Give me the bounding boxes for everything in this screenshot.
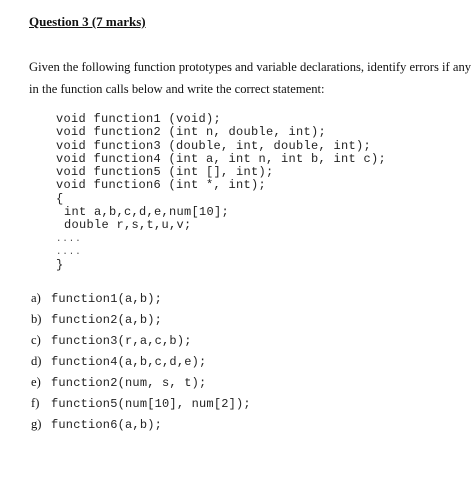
list-item — [31, 396, 251, 417]
list-item — [31, 333, 251, 354]
item-label: a) — [31, 291, 41, 305]
call-expression: function5(num[10], num[2]); — [51, 397, 251, 411]
call-expression: function6(a,b); — [51, 418, 163, 432]
item-label: b) — [31, 312, 42, 326]
question-instructions — [29, 56, 472, 100]
close-brace: } — [56, 258, 64, 273]
double-declaration: double r,s,t,u,v; — [64, 218, 192, 233]
item-label: f) — [31, 396, 40, 410]
call-expression: function1(a,b); — [51, 292, 163, 306]
code-block — [56, 113, 386, 273]
call-expression: function4(a,b,c,d,e); — [51, 355, 207, 369]
prototype-function2: void function2 (int n, double, int); — [56, 125, 327, 140]
ellipsis-line-1: .... — [56, 233, 82, 244]
item-label: g) — [31, 417, 42, 431]
prototype-function3: void function3 (double, int, double, int); — [56, 138, 372, 153]
call-expression: function2(a,b); — [51, 313, 163, 327]
prototype-function6: void function6 (int *, int); — [56, 178, 267, 193]
list-item — [31, 417, 251, 438]
call-expression: function3(r,a,c,b); — [51, 334, 192, 348]
function-call-list — [31, 291, 251, 438]
list-item — [31, 291, 251, 312]
instructions-line-1: Given the following function prototypes and variable declarations, identify errors if any — [29, 60, 472, 74]
list-item — [31, 312, 251, 333]
question-heading: Question 3 (7 marks) — [29, 14, 146, 29]
item-label: e) — [31, 375, 41, 389]
list-item — [31, 354, 251, 375]
item-label: d) — [31, 354, 42, 368]
list-item — [31, 375, 251, 396]
open-brace: { — [56, 191, 64, 206]
prototype-function4: void function4 (int a, int n, int b, int c); — [56, 151, 387, 166]
call-expression: function2(num, s, t); — [51, 376, 207, 390]
prototype-function1: void function1 (void); — [56, 112, 222, 126]
ellipsis-line-2: .... — [56, 246, 82, 257]
instructions-line-2: in the function calls below and write the correct statement: — [29, 82, 325, 96]
prototype-function5: void function5 (int [], int); — [56, 165, 274, 180]
item-label: c) — [31, 333, 41, 347]
int-declaration: int a,b,c,d,e,num[10]; — [64, 205, 230, 220]
